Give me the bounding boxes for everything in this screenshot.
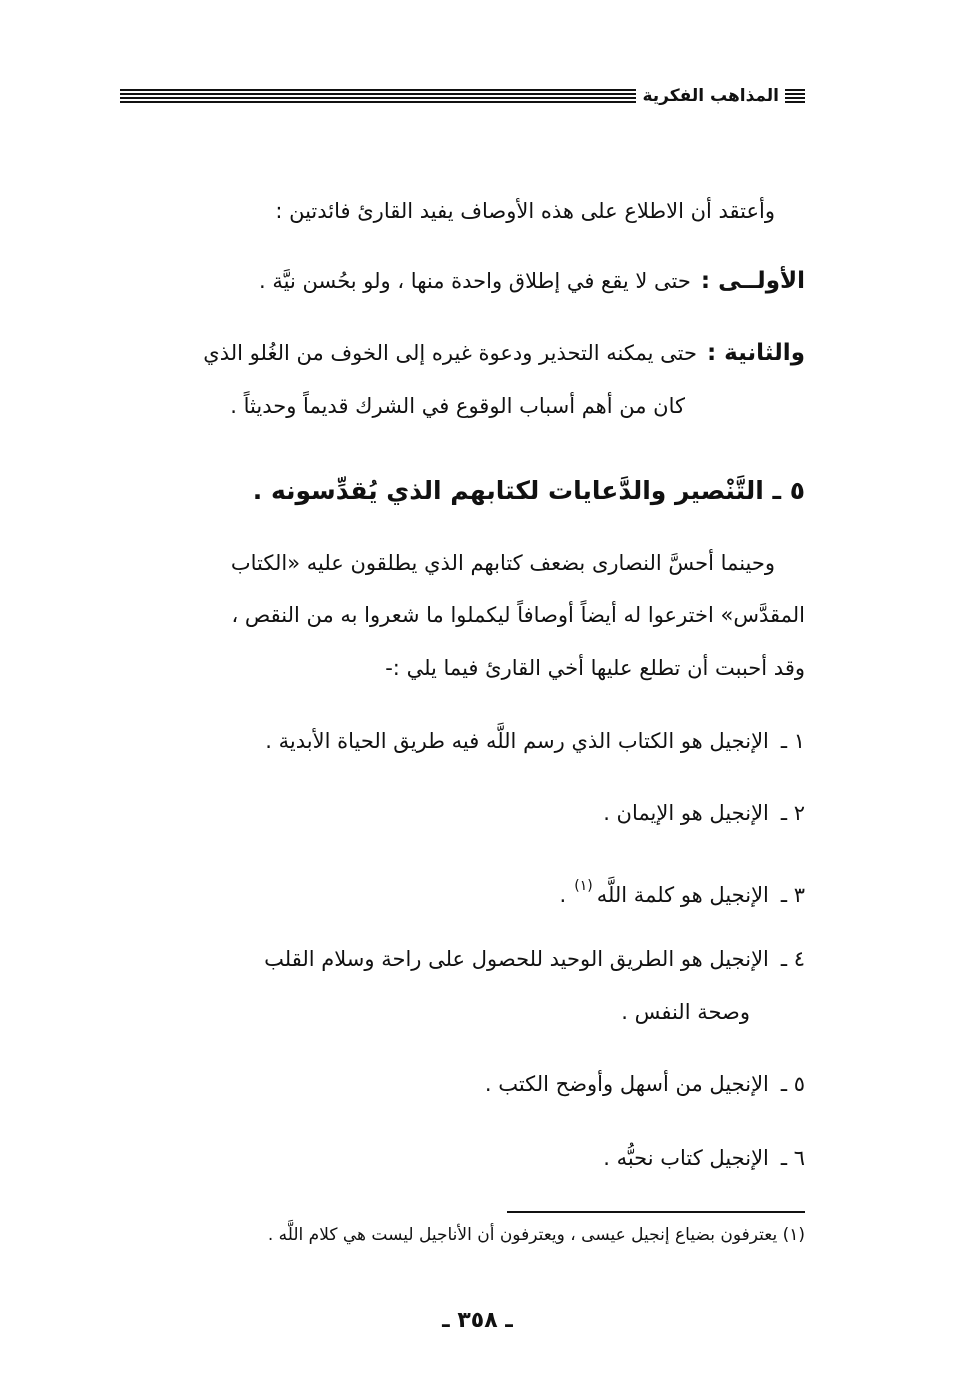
second-point-line-2: كان من أهم أسباب الوقوع في الشرك قديماً وحديثاً . xyxy=(230,394,685,418)
list-item-text: الإنجيل هو الطريق الوحيد للحصول على راحة وسلام القلب xyxy=(264,947,769,971)
list-item-text: الإنجيل هو كلمة اللَّه xyxy=(596,883,769,907)
list-item xyxy=(603,798,805,828)
paragraph-line-1: وحينما أحسَّ النصارى بضعف كتابهم الذي يطلقون عليه «الكتاب xyxy=(230,551,775,575)
page-number: ـ ٣٥٨ ـ xyxy=(442,1308,513,1333)
paragraph-line-2: المقدَّس» اخترعوا له أيضاً أوصافاً ليكملوا ما شعروا به من النقص ، xyxy=(231,603,805,627)
footnote-marker: (١) xyxy=(574,878,593,894)
list-item-text: الإنجيل هو الإيمان . xyxy=(603,801,769,825)
first-point-text: حتى لا يقع في إطلاق واحدة منها ، ولو بحُسن نيَّة . xyxy=(259,269,691,293)
list-item-text: الإنجيل كتاب نحبُّه . xyxy=(603,1146,769,1170)
list-item-text: الإنجيل من أسهل وأوضح الكتب . xyxy=(484,1072,769,1096)
list-item xyxy=(485,1069,805,1099)
list-item-number: ٣ ـ xyxy=(780,883,805,907)
list-item-number: ٦ ـ xyxy=(780,1146,805,1170)
list-item xyxy=(603,1143,805,1173)
list-item-number: ٥ ـ xyxy=(780,1072,805,1096)
header-ornament-left xyxy=(120,89,636,103)
footnote-separator xyxy=(507,1211,805,1213)
list-item xyxy=(265,726,805,756)
first-point-label: الأولــى : xyxy=(700,268,805,294)
running-header-title: المذاهب الفكرية xyxy=(642,86,779,106)
list-item xyxy=(560,871,805,910)
running-header xyxy=(120,84,805,108)
list-item-number: ٤ ـ xyxy=(780,947,805,971)
second-point-line-1 xyxy=(203,338,805,368)
list-item-number: ٢ ـ xyxy=(780,801,805,825)
section-heading: ٥ ـ التَّنْصير والدَّعايات لكتابهم الذي يُقدِّسونه . xyxy=(252,476,805,505)
first-point xyxy=(259,266,805,296)
list-item-continuation: وصحة النفس . xyxy=(621,1000,750,1024)
intro-line: وأعتقد أن الاطلاع على هذه الأوصاف يفيد القارئ فائدتين : xyxy=(275,199,775,223)
footnote: (١) يعترفون بضياع إنجيل عيسى ، ويعترفون أن الأناجيل ليست هي كلام اللَّه . xyxy=(267,1225,805,1245)
list-item-number: ١ ـ xyxy=(780,729,805,753)
second-point-label: والثانية : xyxy=(706,340,805,366)
list-item-text: الإنجيل هو الكتاب الذي رسم اللَّه فيه طريق الحياة الأبدية . xyxy=(265,729,769,753)
list-item xyxy=(264,944,805,974)
paragraph-line-3: وقد أحببت أن تطلع عليها أخي القارئ فيما يلي :- xyxy=(385,656,805,680)
second-point-text-1: حتى يمكنه التحذير ودعوة غيره إلى الخوف من الغُلو الذي xyxy=(203,341,697,365)
list-item-end: . xyxy=(559,883,567,907)
header-ornament-right xyxy=(785,89,805,103)
